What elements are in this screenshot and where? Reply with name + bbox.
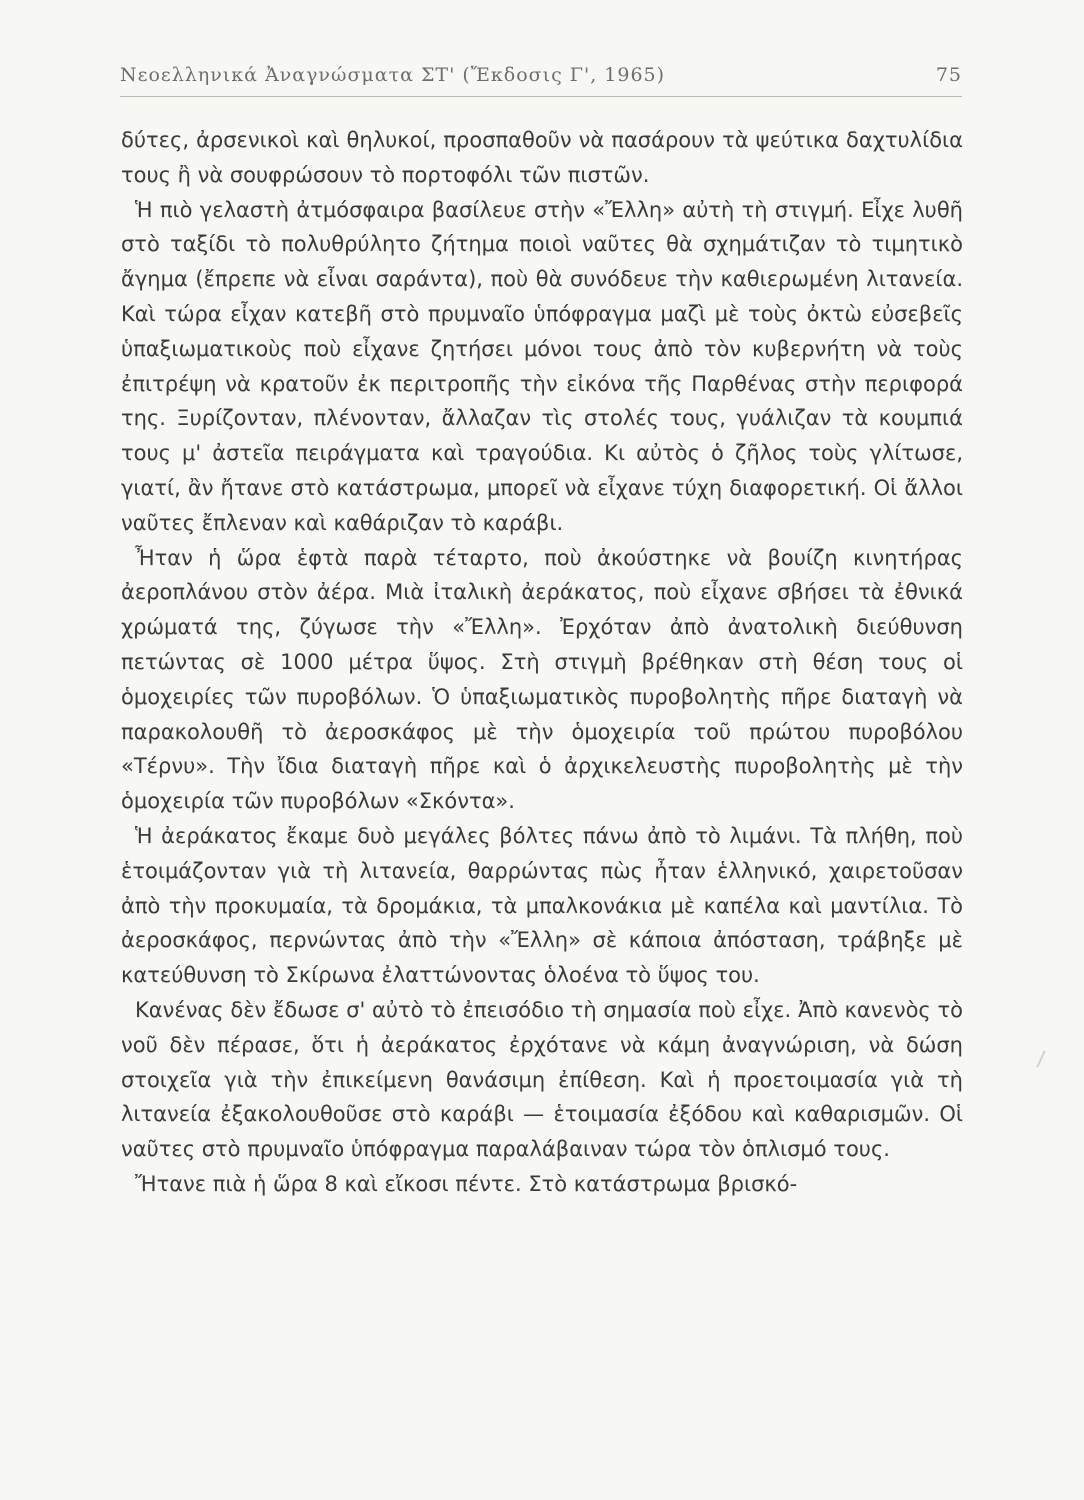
paragraph-5: Κανένας δὲν ἔδωσε σ' αὐτὸ τὸ ἐπεισόδιο τὴ σημασία ποὺ εἶχε. Ἀπὸ κανενὸς τὸ νοῦ δὲν πέρασε, ὅτι ἡ ἀεράκατος ἐρχότανε νὰ κάμη ἀναγνώριση, νὰ δώση στοιχεῖα γιὰ τὴν ἐπικείμενη θανάσιμη ἐπίθεση. Καὶ ἡ προετοιμασία γιὰ τὴ λιτανεία ἐξακολουθοῦσε στὸ καράβι — ἑτοιμασία ἐξόδου καὶ καθαρισμῶν. Οἱ ναῦτες στὸ πρυμναῖο ὑπόφραγμα παραλάβαιναν τώρα τὸν ὁπλισμό τους. — [121, 997, 963, 1162]
running-header-title: Νεοελληνικά Ἀναγνώσματα ΣΤ' (Ἔκδοσις Γ', 1965) — [120, 64, 666, 86]
running-header — [120, 64, 962, 94]
margin-mark — [1036, 1050, 1045, 1067]
header-rule — [120, 96, 962, 97]
paragraph-1: δύτες, ἀρσενικοὶ καὶ θηλυκοί, προσπαθοῦν νὰ πασάρουν τὰ ψεύτικα δαχτυλίδια τους ἢ νὰ σουφρώσουν τὸ πορτοφόλι τῶν πιστῶν. — [121, 128, 963, 187]
page-number: 75 — [935, 64, 962, 86]
paragraph-2: Ἡ πιὸ γελαστὴ ἀτμόσφαιρα βασίλευε στὴν «Ἔλλη» αὐτὴ τὴ στιγμή. Εἶχε λυθῆ στὸ ταξίδι τὸ πολυθρύλητο ζήτημα ποιοὶ ναῦτες θὰ σχημάτιζαν τὸ τιμητικὸ ἄγημα (ἔπρεπε νὰ εἶναι σαράντα), ποὺ θὰ συνόδευε τὴν καθιερωμένη λιτανεία. Καὶ τώρα εἶχαν κατεβῆ στὸ πρυμναῖο ὑπόφραγμα μαζὶ μὲ τοὺς ὀκτὼ εὐσεβεῖς ὑπαξιωματικοὺς ποὺ εἶχανε ζητήσει μόνοι τους ἀπὸ τὸν κυβερνήτη νὰ τοὺς ἐπιτρέψη νὰ κρατοῦν ἐκ περιτροπῆς τὴν εἰκόνα τῆς Παρθένας στὴν περιφορά της. Ξυρίζονταν, πλένονταν, ἄλλαζαν τὶς στολές τους, γυάλιζαν τὰ κουμπιά τους μ' ἀστεῖα πειράγματα καὶ τραγούδια. Κι αὐτὸς ὁ ζῆλος τοὺς γλίτωσε, γιατί, ἂν ἤτανε στὸ κατάστρωμα, μπορεῖ νὰ εἶχανε τύχη διαφορετική. Οἱ ἄλλοι ναῦτες ἔπλεναν καὶ καθάριζαν τὸ καράβι. — [121, 197, 963, 535]
paragraph-4: Ἡ ἀεράκατος ἔκαμε δυὸ μεγάλες βόλτες πάνω ἀπὸ τὸ λιμάνι. Τὰ πλήθη, ποὺ ἑτοιμάζονταν γιὰ τὴ λιτανεία, θαρρώντας πὼς ἦταν ἑλληνικό, χαιρετοῦσαν ἀπὸ τὴν προκυμαία, τὰ δρομάκια, τὰ μπαλκονάκια μὲ καπέλα καὶ μαντίλια. Τὸ ἀεροσκάφος, περνώντας ἀπὸ τὴν «Ἔλλη» σὲ κάποια ἀπόσταση, τράβηξε μὲ κατεύθυνση τὸ Σκίρωνα ἐλαττώνοντας ὁλοένα τὸ ὕψος του. — [121, 823, 963, 988]
body-text — [121, 123, 963, 1202]
paragraph-3: Ἦταν ἡ ὥρα ἑφτὰ παρὰ τέταρτο, ποὺ ἀκούστηκε νὰ βουίζη κινητήρας ἀεροπλάνου στὸν ἀέρα. Μιὰ ἰταλικὴ ἀεράκατος, ποὺ εἶχανε σβήσει τὰ ἐθνικά χρώματά της, ζύγωσε τὴν «Ἔλλη». Ἐρχόταν ἀπὸ ἀνατολικὴ διεύθυνση πετώντας σὲ 1000 μέτρα ὕψος. Στὴ στιγμὴ βρέθηκαν στὴ θέση τους οἱ ὁμοχειρίες τῶν πυροβόλων. Ὁ ὑπαξιωματικὸς πυροβολητὴς πῆρε διαταγὴ νὰ παρακολουθῆ τὸ ἀεροσκάφος μὲ τὴν ὁμοχειρία τοῦ πρώτου πυροβόλου «Τέρνυ». Τὴν ἴδια διαταγὴ πῆρε καὶ ὁ ἀρχικελευστὴς πυροβολητὴς μὲ τὴν ὁμοχειρία τῶν πυροβόλων «Σκόντα». — [121, 545, 963, 814]
paragraph-6: Ἤτανε πιὰ ἡ ὥρα 8 καὶ εἴκοσι πέντε. Στὸ κατάστρωμα βρισκό- — [135, 1171, 798, 1196]
